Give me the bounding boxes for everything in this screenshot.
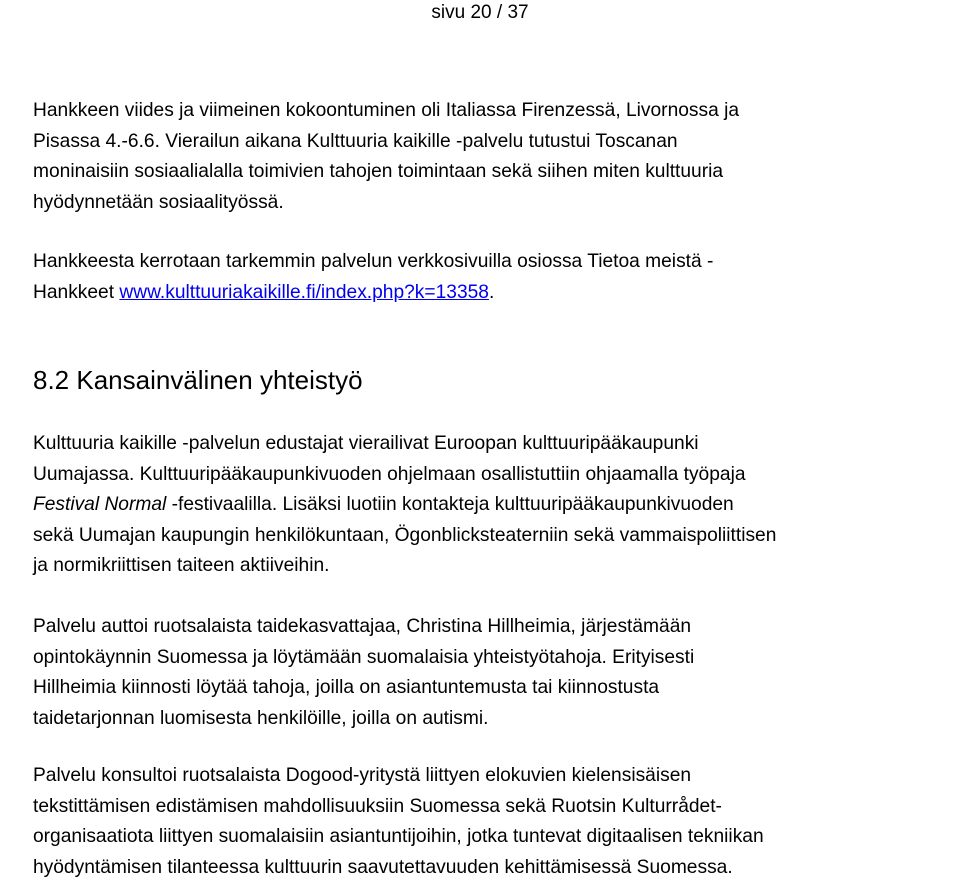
text-fragment: Hankkeet bbox=[33, 282, 119, 303]
text-line: tekstittämisen edistämisen mahdollisuuksiin Suomessa sekä Ruotsin Kulturrådet- bbox=[33, 792, 958, 823]
paragraph-dogood bbox=[33, 761, 958, 883]
section-heading: 8.2 Kansainvälinen yhteistyö bbox=[33, 363, 363, 397]
text-line: ja normikriittisen taiteen aktiiveihin. bbox=[33, 551, 958, 582]
paragraph-hillheim bbox=[33, 612, 958, 734]
text-line: Palvelu konsultoi ruotsalaista Dogood-yritystä liittyen elokuvien kielensisäisen bbox=[33, 761, 958, 792]
text-line: Hankkeesta kerrotaan tarkemmin palvelun verkkosivuilla osiossa Tietoa meistä - bbox=[33, 247, 958, 278]
page-number: sivu 20 / 37 bbox=[0, 1, 960, 25]
text-line: Kulttuuria kaikille -palvelun edustajat vierailivat Euroopan kulttuuripääkaupunki bbox=[33, 429, 958, 460]
text-line: Hillheimia kiinnosti löytää tahoja, joilla on asiantuntemusta tai kiinnostusta bbox=[33, 673, 958, 704]
text-fragment: -festivaalilla. Lisäksi luotiin kontakteja kulttuuripääkaupunkivuoden bbox=[166, 494, 733, 515]
text-line: hyödynnetään sosiaalityössä. bbox=[33, 188, 958, 219]
text-line: organisaatiota liittyen suomalaisiin asiantuntijoihin, jotka tuntevat digitaalisen tekniikan bbox=[33, 822, 958, 853]
paragraph-project-info bbox=[33, 247, 958, 308]
project-link[interactable]: www.kulttuuriakaikille.fi/index.php?k=13358 bbox=[119, 282, 489, 303]
text-fragment: . bbox=[489, 282, 494, 303]
text-line: Palvelu auttoi ruotsalaista taidekasvattajaa, Christina Hillheimia, järjestämään bbox=[33, 612, 958, 643]
text-line: Hankkeen viides ja viimeinen kokoontuminen oli Italiassa Firenzessä, Livornossa ja bbox=[33, 96, 958, 127]
text-line: sekä Uumajan kaupungin henkilökuntaan, Ögonblicksteaterniin sekä vammaispoliittisen bbox=[33, 521, 958, 552]
text-line: Uumajassa. Kulttuuripääkaupunkivuoden ohjelmaan osallistuttiin ohjaamalla työpaja bbox=[33, 460, 958, 491]
text-line bbox=[33, 278, 958, 309]
text-line bbox=[33, 490, 958, 521]
text-line: opintokäynnin Suomessa ja löytämään suomalaisia yhteistyötahoja. Erityisesti bbox=[33, 643, 958, 674]
festival-name: Festival Normal bbox=[33, 494, 166, 515]
text-line: moninaisiin sosiaalialalla toimivien tahojen toimintaan sekä siihen miten kulttuuria bbox=[33, 157, 958, 188]
text-line: taidetarjonnan luomisesta henkilöille, joilla on autismi. bbox=[33, 704, 958, 735]
text-line: hyödyntämisen tilanteessa kulttuurin saavutettavuuden kehittämisessä Suomessa. bbox=[33, 853, 958, 883]
text-line: Pisassa 4.-6.6. Vierailun aikana Kulttuuria kaikille -palvelu tutustui Toscanan bbox=[33, 127, 958, 158]
paragraph-umea-visit bbox=[33, 429, 958, 582]
paragraph-meeting-italy bbox=[33, 96, 958, 218]
